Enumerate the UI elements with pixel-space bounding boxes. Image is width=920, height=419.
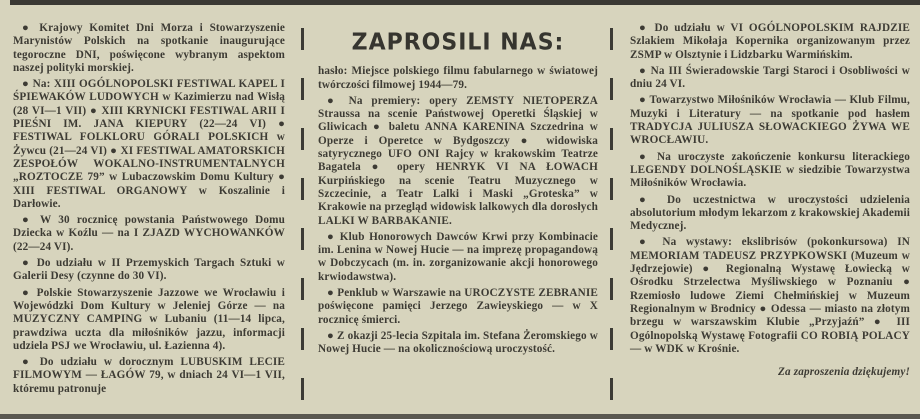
column-separator-dash xyxy=(610,178,613,200)
column-separator-dash xyxy=(301,328,304,350)
article-paragraph: ● Penklub w Warszawie na UROCZYSTE ZEBRANIE poświęcone pamięci Jerzego Zawieyskiego — w X rocznicę śmierci. xyxy=(318,287,598,326)
column-right xyxy=(630,22,910,382)
column-separator-dash xyxy=(610,128,613,150)
column-separator-dash xyxy=(301,278,304,300)
column-separator-dash xyxy=(610,28,613,50)
article-paragraph: ● Towarzystwo Miłośników Wrocławia — Klub Filmu, Muzyki i Literatury — na spotkanie pod hasłem TRADYCJA JULIUSZA SŁOWACKIEGO ŻYWA WE WROCŁAWIU. xyxy=(630,94,910,147)
column-separator-dash xyxy=(610,278,613,300)
column-separator-dash xyxy=(610,378,613,400)
column-middle xyxy=(318,22,598,360)
column-separator-dash xyxy=(301,228,304,250)
article-paragraph: ● Na III Świeradowskie Targi Staroci i Osobliwości w dniu 24 VI. xyxy=(630,64,910,91)
article-paragraph: ● Klub Honorowych Dawców Krwi przy Kombinacie im. Lenina w Nowej Hucie — na imprezę propagandową w Dobczycach (m. in. zorganizowanie akcji honorowego krwiodawstwa). xyxy=(318,230,598,283)
article-paragraph: ● Z okazji 25-lecia Szpitala im. Stefana Żeromskiego w Nowej Hucie — na okolicznościową uroczystość. xyxy=(318,329,598,356)
column-separator-dash xyxy=(301,178,304,200)
article-paragraph: ● Do uczestnictwa w uroczystości udzielenia absolutorium młodym lekarzom z krakowskiej Akademii Medycznej. xyxy=(630,193,910,233)
article-paragraph: ● Krajowy Komitet Dni Morza i Stowarzyszenie Marynistów Polskich na spotkanie inaugurujące tegoroczne DNI, poświęcone wybranym aspektom naszej polityki morskiej. xyxy=(13,22,285,74)
article-paragraph: ● Na wystawy: ekslibrisów (pokonkursowa) IN MEMORIAM TADEUSZ PRZYPKOWSKI (Muzeum w Jędrzejowie) ● Regionalną Wystawę Łowiecką w Ośrodku Strzelectwa Myśliwskiego w Poznaniu ● Rzemiosło ludowe Ziemi Chełmińskiej w Muzeum Regionalnym w Brodnicy ● Odessa — miasto na złotym brzegu w warszawskim Klubie „Przyjaźń” ● III Ogólnopolską Wystawę Fotografii CO ROBIĄ POLACY — w WDK w Krośnie. xyxy=(630,236,910,355)
closing-line: Za zaproszenia dziękujemy! xyxy=(778,366,910,379)
column-separator-dash xyxy=(610,228,613,250)
article-paragraph: ● Na premiery: opery ZEMSTY NIETOPERZA Straussa na scenie Państwowej Operetki Śląskiej w Gliwicach ● baletu ANNA KARENINA Szczedrina w Operze i Operetce w Bydgoszczy ● widowiska satyrycznego UFO ONI Rajcy w krakowskim Teatrze Bagatela ● opery HENRYK VI NA ŁOWACH Kurpińskiego na scenie Teatru Muzycznego w Szczecinie, a Teatr Lalki i Maski „Groteska” w Krakowie na przegląd widowisk lalkowych dla dorosłych LALKI W BARBAKANIE. xyxy=(318,94,599,227)
article-paragraph: ● Polskie Stowarzyszenie Jazzowe we Wrocławiu i Wojewódzki Dom Kultury w Jeleniej Górze — na MUZYCZNY CAMPING w Lubaniu (11—14 lipca, prawdziwa uczta dla miłośników jazzu, informacji udziela PSJ we Wrocławiu, ul. Łazienna 4). xyxy=(13,286,285,352)
article-paragraph: ● Na uroczyste zakończenie konkursu literackiego LEGENDY DOLNOŚLĄSKIE w siedzibie Towarzystwa Miłośników Wrocławia. xyxy=(630,150,910,190)
column-left xyxy=(13,22,285,399)
column-separator-dash xyxy=(301,78,304,100)
column-separator-dash xyxy=(610,78,613,100)
article-paragraph: ● Na: XIII OGÓLNOPOLSKI FESTIWAL KAPEL I ŚPIEWAKÓW LUDOWYCH w Kazimierzu nad Wisłą (28 VI—1 VII) ● XIII KRYNICKI FESTIWAL ARII I PIEŚNI IM. JANA KIEPURY (22—24 VI) ● FESTIWAL FOLKLORU GÓRALI POLSKICH w Żywcu (21—24 VI) ● XI FESTIWAL AMATORSKICH ZESPOŁÓW WOKALNO-INSTRUMENTALNYCH „ROZTOCZE 79” w Lubaczowskim Domu Kultury ● XIII FESTIWAL ORGANOWY w Koszalinie i Darłowie. xyxy=(13,78,285,210)
column-separator-dash xyxy=(610,328,613,350)
page-title: ZAPROSILI NAS: xyxy=(351,29,565,56)
article-paragraph: ● Do udziału w dorocznym LUBUSKIM LECIE FILMOWYM — ŁAGÓW 79, w dniach 24 VI—1 VII, któremu patronuje xyxy=(13,356,285,395)
article-paragraph: ● Do udziału w II Przemyskich Targach Sztuki w Galerii Desy (czynne do 30 VI). xyxy=(13,257,285,283)
article-paragraph: ● Do udziału w VI OGÓLNOPOLSKIM RAJDZIE Szlakiem Mikołaja Kopernika organizowanym przez ZSMP w Olsztynie i Lidzbarku Warmińskim. xyxy=(630,22,910,61)
article-paragraph: hasło: Miejsce polskiego filmu fabularnego w światowej twórczości filmowej 1944—79. xyxy=(318,65,598,91)
top-rule xyxy=(10,0,920,5)
bottom-rule xyxy=(0,414,920,419)
column-separator-dash xyxy=(301,28,304,50)
article-paragraph: ● W 30 rocznicę powstania Państwowego Domu Dziecka w Koźlu — na I ZJAZD WYCHOWANKÓW (22—24 VI). xyxy=(13,214,285,253)
column-separator-dash xyxy=(301,128,304,150)
column-separator-dash xyxy=(301,378,304,400)
